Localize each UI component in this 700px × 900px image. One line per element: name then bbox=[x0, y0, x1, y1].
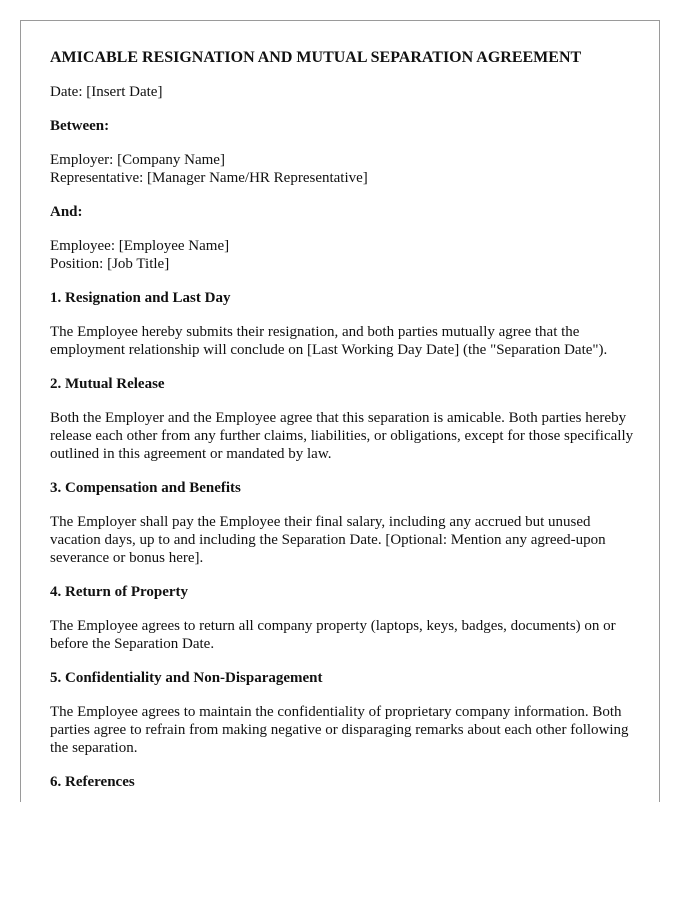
employer-block bbox=[50, 151, 635, 187]
document-page bbox=[20, 20, 660, 802]
section-heading-resignation: 1. Resignation and Last Day bbox=[50, 290, 231, 306]
section-heading-compensation: 3. Compensation and Benefits bbox=[50, 480, 241, 496]
representative-line: Representative: [Manager Name/HR Representative] bbox=[50, 170, 368, 186]
section-body-resignation: The Employee hereby submits their resignation, and both parties mutually agree that the employment relationship will conclude on [Last Working Day Date] (the "Separation Date"). bbox=[50, 324, 608, 358]
document-content bbox=[50, 49, 635, 802]
employer-line: Employer: [Company Name] bbox=[50, 152, 225, 168]
section-heading-mutual-release: 2. Mutual Release bbox=[50, 376, 165, 392]
section-body-mutual-release: Both the Employer and the Employee agree that this separation is amicable. Both parties hereby release each other from any further claims, liabilities, or obligations, except for those specifically outlined in this agreement or mandated by law. bbox=[50, 410, 634, 462]
document-title: AMICABLE RESIGNATION AND MUTUAL SEPARATION AGREEMENT bbox=[50, 49, 582, 66]
and-label: And: bbox=[50, 204, 83, 220]
section-heading-confidentiality: 5. Confidentiality and Non-Disparagement bbox=[50, 670, 323, 686]
employee-line: Employee: [Employee Name] bbox=[50, 238, 230, 254]
section-body-compensation: The Employer shall pay the Employee their final salary, including any accrued but unused vacation days, up to and including the Separation Date. [Optional: Mention any agreed-upon severance or bonus here]. bbox=[50, 514, 606, 566]
date-line: Date: [Insert Date] bbox=[50, 84, 163, 100]
position-line: Position: [Job Title] bbox=[50, 256, 170, 272]
section-body-return-property: The Employee agrees to return all company property (laptops, keys, badges, documents) on or before the Separation Date. bbox=[50, 618, 616, 652]
section-body-confidentiality: The Employee agrees to maintain the confidentiality of proprietary company information. Both parties agree to refrain from making negative or disparaging remarks about each other following the separation. bbox=[50, 704, 629, 756]
section-heading-return-property: 4. Return of Property bbox=[50, 584, 189, 600]
between-label: Between: bbox=[50, 118, 110, 134]
section-heading-references: 6. References bbox=[50, 774, 135, 790]
employee-block bbox=[50, 237, 635, 273]
